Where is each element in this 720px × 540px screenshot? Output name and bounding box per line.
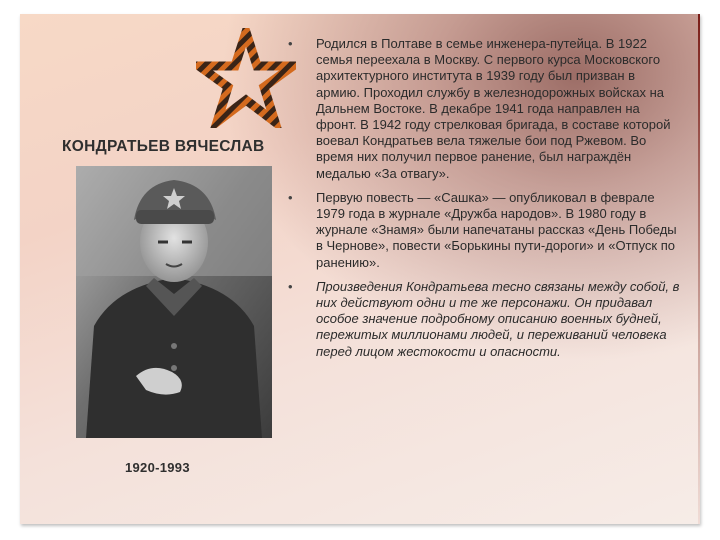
- soviet-star-icon: [196, 28, 296, 128]
- bullet-icon: •: [288, 189, 293, 205]
- bullet-icon: •: [288, 36, 293, 51]
- list-item: [288, 36, 680, 182]
- list-item: [288, 279, 680, 360]
- life-years: 1920-1993: [125, 460, 190, 475]
- author-name: КОНДРАТЬЕВ ВЯЧЕСЛАВ: [62, 138, 265, 155]
- list-item-text: Произведения Кондратьева тесно связаны между собой, в них действуют одни и те же персонажи. Он придавал особое значение подробному описанию военных будней, пережитых миллионами людей, и переживаний человека перед лицом жестокости и опасности.: [316, 278, 680, 359]
- list-item-text: Родился в Полтаве в семье инженера-путейца. В 1922 семья переехала в Москву. С первого курса Московского архитектурного института в 1939 году был призван в армию. Проходил службу в железнодорожных войсках на Дальнем Востоке. В декабре 1941 года направлен на фронт. В 1942 году стрелковая бригада, в составе которой воевал Кондратьев вела тяжелые бои под Ржевом. Во время них получил первое ранение, был награждён медалью «За отвагу».: [316, 36, 671, 181]
- slide: [20, 14, 700, 524]
- author-photo: [76, 166, 272, 438]
- biography-list: [288, 36, 680, 368]
- list-item: [288, 190, 680, 271]
- list-item-text: Первую повесть — «Сашка» — опубликовал в феврале 1979 года в журнале «Дружба народов». В 1980 году в журнале «Знамя» были напечатаны рассказ «День Победы в Чернове», повести «Борькины пути-дороги» и «Отпуск по ранению».: [316, 189, 677, 270]
- bullet-icon: •: [288, 278, 293, 294]
